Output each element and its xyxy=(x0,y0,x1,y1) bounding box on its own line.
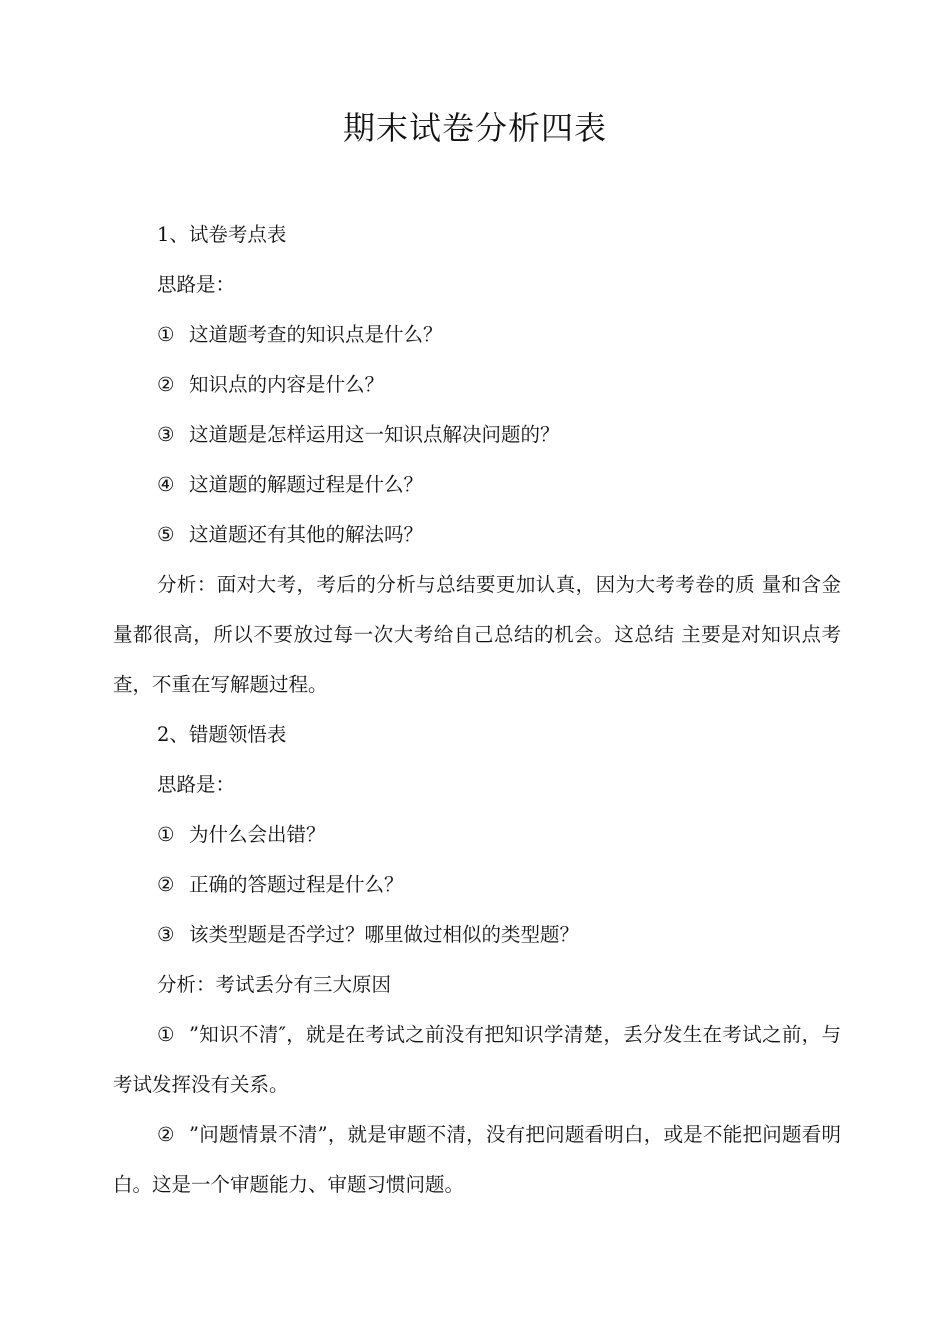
list-item: ② 知识点的内容是什么？ xyxy=(113,360,841,410)
paragraph-heading-1: 1、试卷考点表 xyxy=(157,223,287,246)
list-item: ④ 这道题的解题过程是什么？ xyxy=(113,460,841,510)
list-item: ③ 该类型题是否学过？哪里做过相似的类型题？ xyxy=(113,910,841,960)
list-marker: ③ xyxy=(157,423,175,446)
document-body xyxy=(113,210,841,1210)
list-marker: ② xyxy=(157,373,175,396)
list-item: ① ”知识不清″，就是在考试之前没有把知识学清楚，丢分发生在考试之前，与考试发挥没有关系。 xyxy=(113,1010,841,1110)
paragraph-analysis-1: 分析：面对大考，考后的分析与总结要更加认真，因为大考考卷的质 量和含金量都很高，所以不要放过每一次大考给自己总结的机会。这总结 主要是对知识点考查，不重在写解题过程。 xyxy=(113,573,841,696)
list-marker: ① xyxy=(157,323,175,346)
list-item: ⑤ 这道题还有其他的解法吗？ xyxy=(113,510,841,560)
list-item: ① 这道题考查的知识点是什么？ xyxy=(113,310,841,360)
paragraph-analysis-2: 分析：考试丢分有三大原因 xyxy=(157,973,392,996)
list-item: ② 正确的答题过程是什么？ xyxy=(113,860,841,910)
list-marker: ⑤ xyxy=(157,523,175,546)
paragraph-thinking-1: 思路是： xyxy=(157,273,236,296)
list-marker: ① xyxy=(157,823,175,846)
list-marker: ② xyxy=(157,873,175,896)
list-marker: ④ xyxy=(157,473,175,496)
paragraph-heading-2: 2、错题领悟表 xyxy=(157,723,287,746)
list-item: ① 为什么会出错？ xyxy=(113,810,841,860)
document-title: 期末试卷分析四表 xyxy=(342,109,607,147)
list-marker: ③ xyxy=(157,923,175,946)
paragraph-thinking-2: 思路是： xyxy=(157,773,236,796)
list-marker: ② xyxy=(157,1123,175,1146)
list-marker: ① xyxy=(157,1023,175,1046)
list-item: ② ”问题情景不清”，就是审题不清，没有把问题看明白，或是不能把问题看明白。这是一个审题能力、审题习惯问题。 xyxy=(113,1110,841,1210)
list-item: ③ 这道题是怎样运用这一知识点解决问题的？ xyxy=(113,410,841,460)
